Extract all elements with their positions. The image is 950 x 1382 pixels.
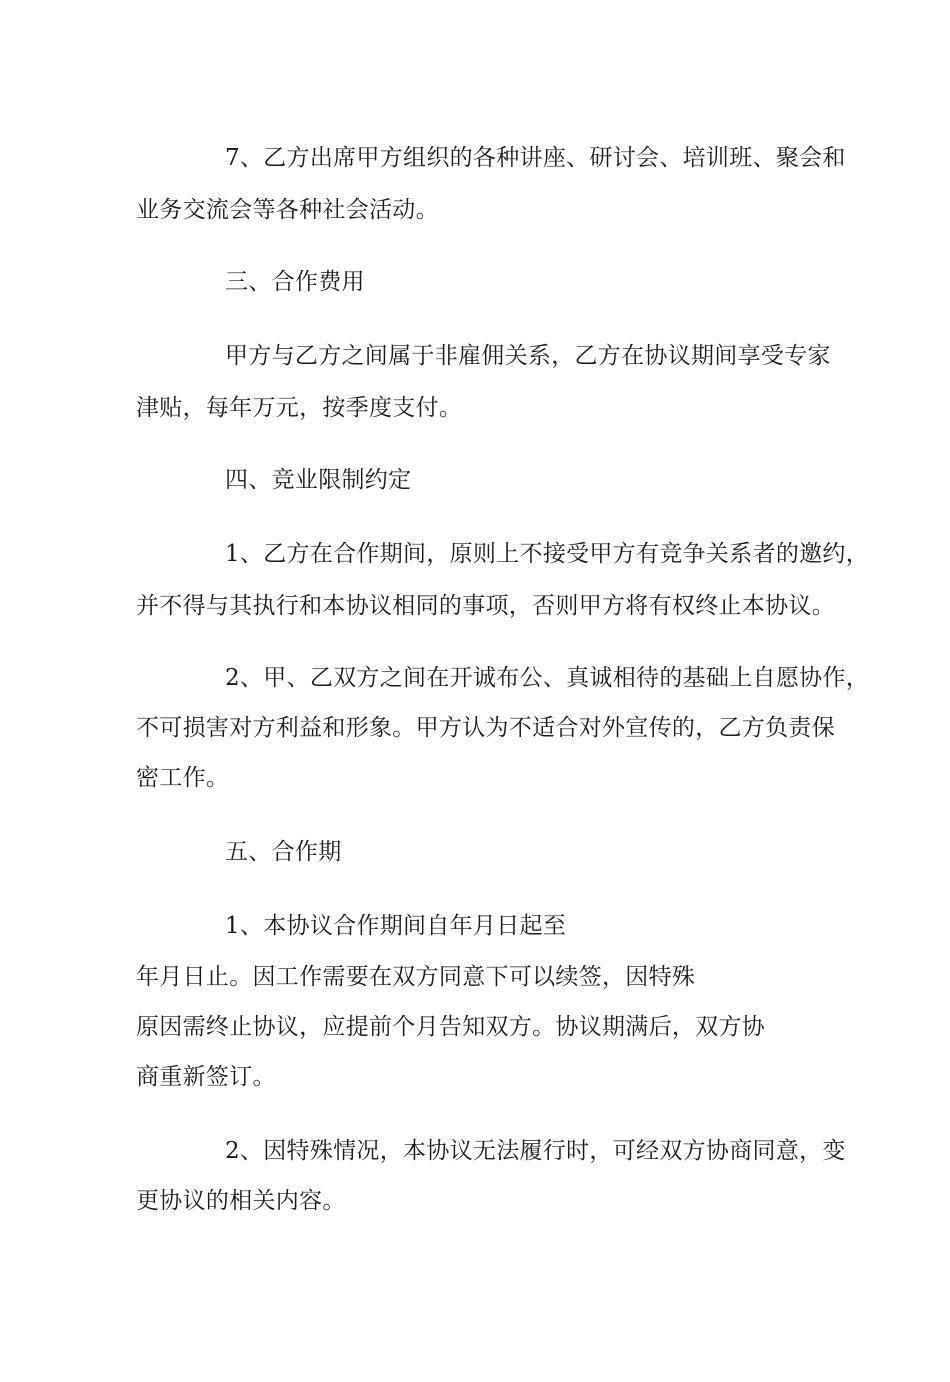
section-heading-5: 五、合作期 bbox=[225, 839, 342, 865]
noncompete-2-line-2: 不可损害对方利益和形象。甲方认为不适合对外宣传的，乙方负责保 bbox=[136, 715, 835, 741]
section-heading-3: 三、合作费用 bbox=[225, 269, 365, 295]
term-1-line-1: 1、本协议合作期间自年月日起至 bbox=[225, 913, 567, 939]
term-1-line-3: 原因需终止协议，应提前个月告知双方。协议期满后，双方协 bbox=[136, 1014, 766, 1040]
term-1-line-2: 年月日止。因工作需要在双方同意下可以续签，因特殊 bbox=[136, 964, 696, 990]
term-1-line-4: 商重新签订。 bbox=[136, 1064, 276, 1090]
section-heading-4: 四、竞业限制约定 bbox=[225, 467, 412, 493]
clause-7-line-1: 7、乙方出席甲方组织的各种讲座、研讨会、培训班、聚会和 bbox=[225, 145, 846, 171]
clause-7-line-2: 业务交流会等各种社会活动。 bbox=[136, 197, 439, 223]
term-2-line-1: 2、因特殊情况，本协议无法履行时，可经双方协商同意，变 bbox=[225, 1138, 846, 1164]
fee-paragraph-line-1: 甲方与乙方之间属于非雇佣关系，乙方在协议期间享受专家 bbox=[225, 343, 831, 369]
noncompete-1-line-1: 1、乙方在合作期间，原则上不接受甲方有竞争关系者的邀约， bbox=[225, 541, 870, 567]
fee-paragraph-line-2: 津贴，每年万元，按季度支付。 bbox=[136, 395, 463, 421]
noncompete-1-line-2: 并不得与其执行和本协议相同的事项，否则甲方将有权终止本协议。 bbox=[136, 593, 835, 619]
noncompete-2-line-3: 密工作。 bbox=[136, 765, 230, 791]
term-2-line-2: 更协议的相关内容。 bbox=[136, 1188, 346, 1214]
noncompete-2-line-1: 2、甲、乙双方之间在开诚布公、真诚相待的基础上自愿协作， bbox=[225, 665, 870, 691]
